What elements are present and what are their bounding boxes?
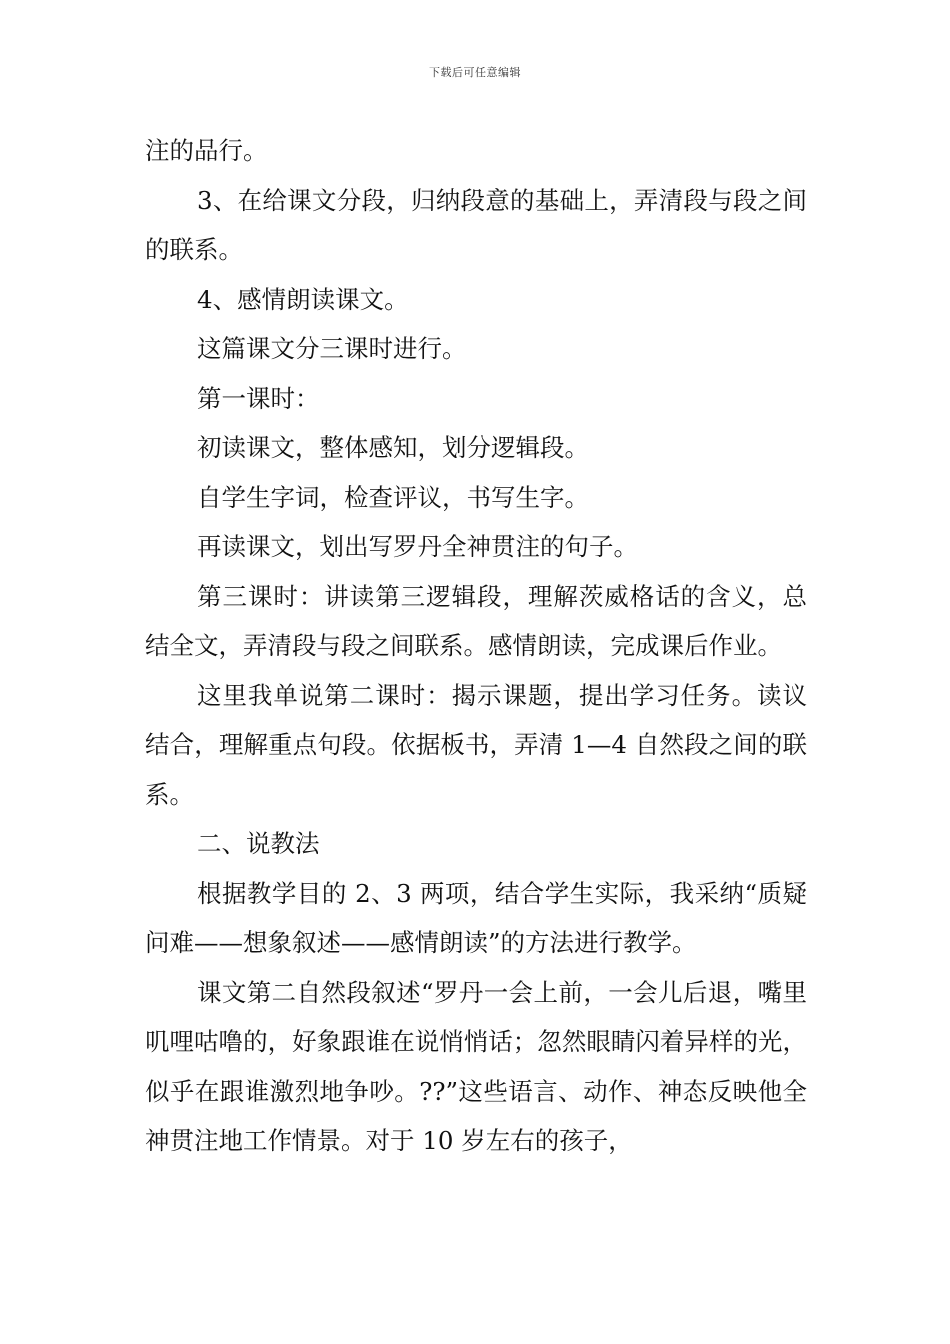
- paragraph: 课文第二自然段叙述“罗丹一会上前，一会儿后退，嘴里叽哩咕噜的，好象跟谁在说悄悄话；忽然眼睛闪着异样的光，似乎在跟谁激烈地争吵。??”这些语言、动作、神态反映他全神贯注地工作情景。对于 10 岁左右的孩子，: [145, 977, 807, 1155]
- paragraph: 再读课文，划出写罗丹全神贯注的句子。: [197, 532, 638, 561]
- paragraph: 初读课文，整体感知，划分逻辑段。: [197, 433, 589, 462]
- paragraph: 根据教学目的 2、3 两项，结合学生实际，我采纳“质疑问难——想象叙述——感情朗读”的方法进行教学。: [145, 878, 807, 957]
- section-heading: 二、说教法: [197, 829, 320, 858]
- paragraph: 3、在给课文分段，归纳段意的基础上，弄清段与段之间的联系。: [145, 185, 807, 264]
- paragraph: 这篇课文分三课时进行。: [197, 334, 467, 363]
- page-header-note: 下载后可任意编辑: [429, 66, 521, 79]
- paragraph: 第一课时：: [197, 383, 320, 413]
- paragraph: 4、感情朗读课文。: [197, 284, 409, 314]
- paragraph: 这里我单说第二课时：揭示课题，提出学习任务。读议结合，理解重点句段。依据板书，弄清 1—4 自然段之间的联系。: [145, 680, 807, 809]
- document-body: [145, 126, 807, 1166]
- paragraph: 注的品行。: [145, 136, 268, 165]
- paragraph: 第三课时：讲读第三逻辑段，理解茨威格话的含义，总结全文，弄清段与段之间联系。感情朗读，完成课后作业。: [145, 581, 807, 660]
- paragraph: 自学生字词，检查评议，书写生字。: [197, 482, 589, 512]
